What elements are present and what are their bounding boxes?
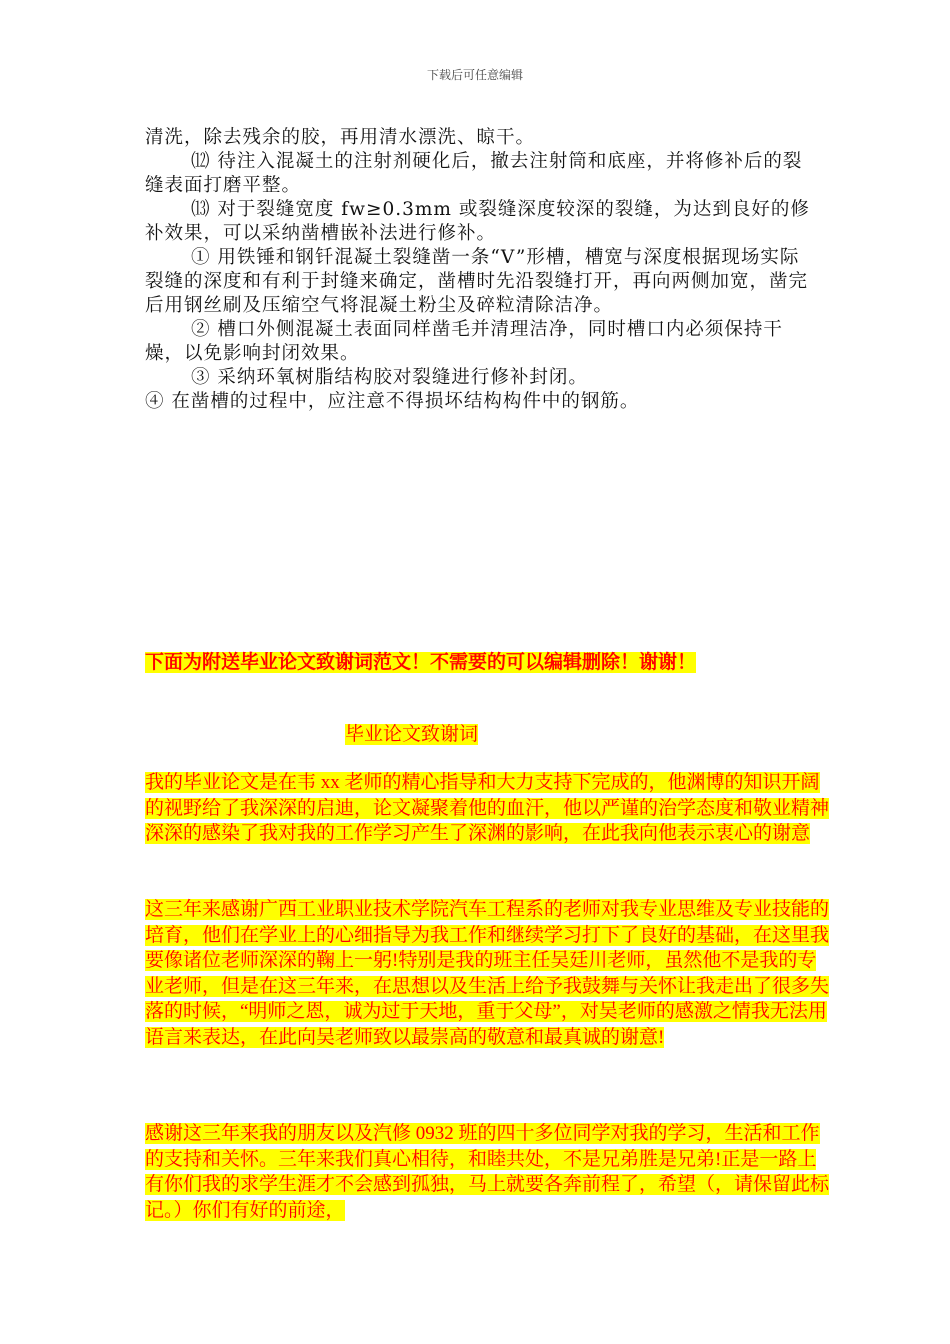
paragraph-step-12: ⑿ 待注入混凝土的注射剂硬化后，撤去注射筒和底座，并将修补后的裂缝表面打磨平整。 — [145, 151, 803, 196]
ack-paragraph-1 — [145, 770, 835, 847]
ack-title — [345, 722, 478, 747]
ack-paragraph-1-text: 我的毕业论文是在韦 xx 老师的精心指导和大力支持下完成的，他渊博的知识开阔的视野给了我深深的启迪，论文凝聚着他的血汗，他以严谨的治学态度和敬业精神深深的感染了我对我的工作学习产生了深渊的影响，在此我向他表示衷心的谢意 — [145, 772, 830, 844]
notice-text — [145, 650, 696, 675]
ack-paragraph-3-text: 感谢这三年来我的朋友以及汽修 0932 班的四十多位同学对我的学习，生活和工作的支持和关怀。三年来我们真心相待，和睦共处，不是兄弟胜是兄弟!正是一路上有你们我的求学生涯才不会感到孤独，马上就要各奔前程了，希望（，请保留此标记。）你们有好的前途， — [145, 1123, 830, 1221]
paragraph-step-13: ⒀ 对于裂缝宽度 fw≥0.3mm 或裂缝深度较深的裂缝，为达到良好的修补效果，可以采纳凿槽嵌补法进行修补。 — [145, 199, 810, 244]
paragraph-line: 清洗，除去残余的胶，再用清水漂洗、晾干。 — [145, 127, 536, 148]
paragraph-substep-4: ④ 在凿槽的过程中，应注意不得损坏结构构件中的钢筋。 — [145, 391, 640, 412]
body-text — [145, 126, 815, 414]
ack-title-text: 毕业论文致谢词 — [345, 724, 479, 745]
ack-paragraph-2 — [145, 897, 835, 1050]
page-header: 下载后可任意编辑 — [426, 68, 523, 82]
ack-paragraph-3 — [145, 1121, 835, 1223]
notice-highlight: 下面为附送毕业论文致谢词范文！不需要的可以编辑删除！谢谢！ — [145, 652, 697, 673]
ack-paragraph-2-text: 这三年来感谢广西工业职业技术学院汽车工程系的老师对我专业思维及专业技能的培育，他们在学业上的心细指导为我工作和继续学习打下了良好的基础，在这里我要像诸位老师深深的鞠上一躬!特别是我的班主任吴廷川老师，虽然他不是我的专业老师，但是在这三年来，在思想以及生活上给予我鼓舞与关怀让我走出了很多失落的时候，“明师之恩，诚为过于天地，重于父母”，对吴老师的感激之情我无法用语言来表达，在此向吴老师致以最崇高的敬意和最真诚的谢意! — [145, 899, 830, 1048]
paragraph-substep-2: ② 槽口外侧混凝土表面同样凿毛并清理洁净，同时槽口内必须保持干燥，以免影响封闭效果。 — [145, 319, 783, 364]
paragraph-substep-1: ① 用铁锤和钢钎混凝土裂缝凿一条“V”形槽，槽宽与深度根据现场实际裂缝的深度和有利于封缝来确定，凿槽时先沿裂缝打开，再向两侧加宽，凿完后用钢丝刷及压缩空气将混凝土粉尘及碎粒清除洁净。 — [145, 247, 809, 316]
paragraph-substep-3: ③ 采纳环氧树脂结构胶对裂缝进行修补封闭。 — [191, 367, 588, 388]
